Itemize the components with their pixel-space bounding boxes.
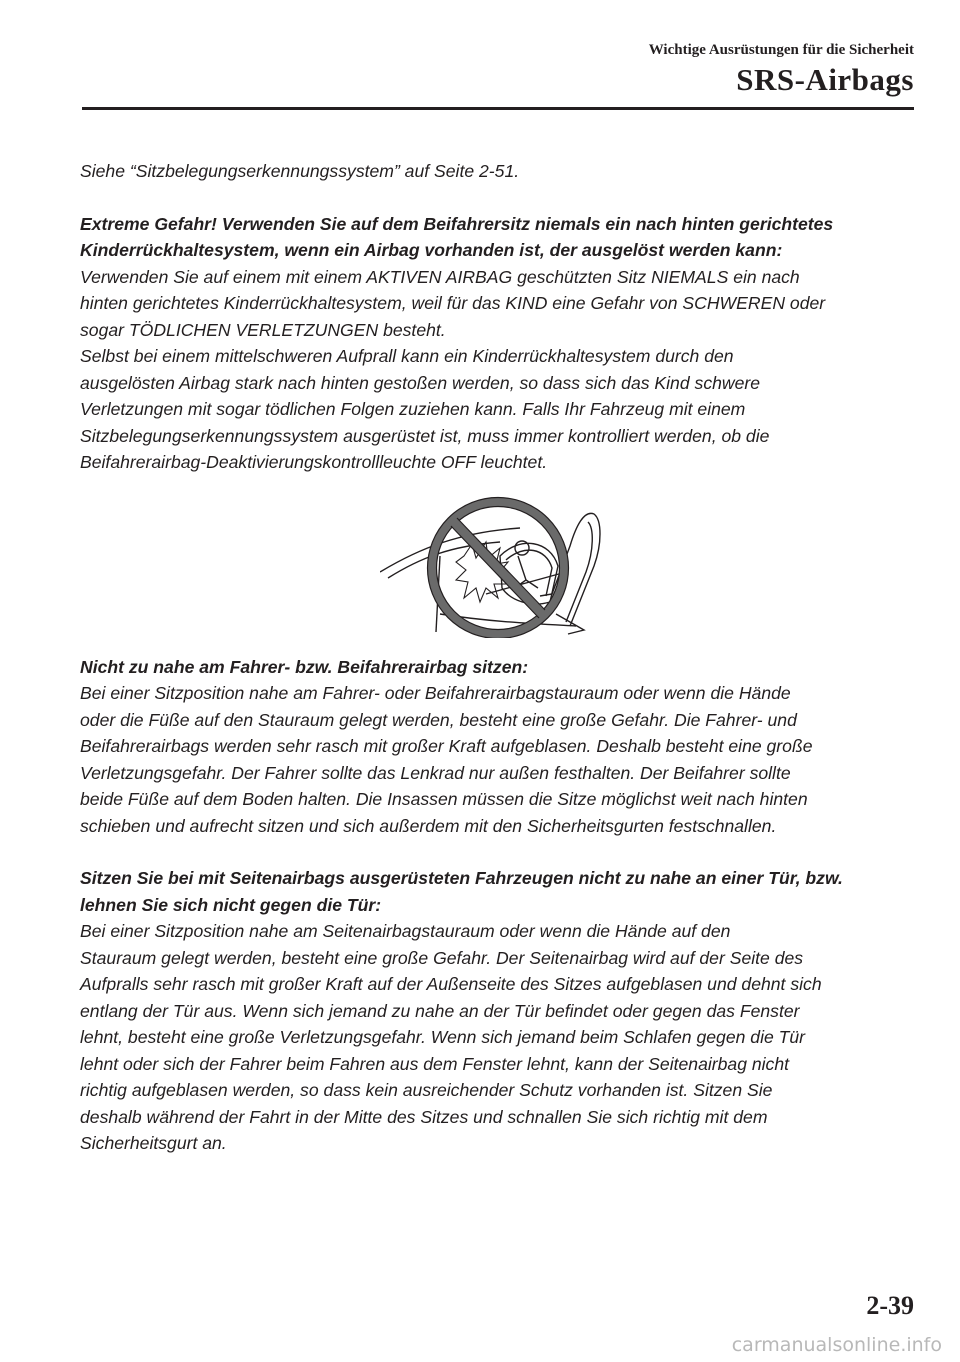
page-content [80,158,916,1157]
text-line: Beifahrerairbags werden sehr rasch mit großer Kraft aufgeblasen. Deshalb besteht eine große [80,736,813,756]
intro-reference: Siehe “Sitzbelegungserkennungssystem” auf Seite 2-51. [80,161,520,181]
text-line: Verletzungen mit sogar tödlichen Folgen zuziehen kann. Falls Ihr Fahrzeug mit einem [80,399,746,419]
text-line: Verletzungsgefahr. Der Fahrer sollte das Lenkrad nur außen festhalten. Der Beifahrer sollte [80,762,791,783]
text-line: Bei einer Sitzposition nahe am Seitenairbagstauraum oder wenn die Hände auf den [80,921,731,941]
seat-outline [566,522,592,622]
text-line: hinten gerichtetes Kinderrückhaltesystem, weil für das KIND eine Gefahr von SCHWEREN oder [80,293,826,313]
warning-heading: Nicht zu nahe am Fahrer- bzw. Beifahrerairbag sitzen: [80,656,529,677]
warning-sitting-too-close [80,654,916,840]
text-line: sogar TÖDLICHEN VERLETZUNGEN besteht. [80,319,446,340]
rear-facing-child-seat-prohibited-illustration [380,496,610,638]
text-line: Bei einer Sitzposition nahe am Fahrer- oder Beifahrerairbagstauraum oder wenn die Hände [80,683,791,703]
text-line: Sitzbelegungserkennungssystem ausgerüstet ist, muss immer kontrolliert werden, ob die [80,425,770,446]
warning-heading: Extreme Gefahr! Verwenden Sie auf dem Beifahrersitz niemals ein nach hinten gerichtetes [80,213,834,234]
text-line: beide Füße auf dem Boden halten. Die Insassen müssen die Sitze möglichst weit nach hinten [80,789,808,809]
text-line: Beifahrerairbag-Deaktivierungskontrollleuchte OFF leuchtet. [80,452,548,472]
text-line: lehnt, besteht eine große Verletzungsgefahr. Wenn sich jemand beim Schlafen gegen die Tür [80,1027,806,1047]
seat-rail [556,614,584,634]
warning-heading: lehnen Sie sich nicht gegen die Tür: [80,894,382,915]
text-line: richtig aufgeblasen werden, so dass kein ausreichender Schutz vorhanden ist. Sitzen Sie [80,1080,773,1100]
text-line: deshalb während der Fahrt in der Mitte des Sitzes und schnallen Sie sich richtig mit dem [80,1106,768,1127]
text-line: schieben und aufrecht sitzen und sich außerdem mit den Sicherheitsgurten festschnallen. [80,815,777,836]
text-line: lehnt oder sich der Fahrer beim Fahren aus dem Fenster lehnt, kann der Seitenairbag nicht [80,1053,790,1074]
text-line: entlang der Tür aus. Wenn sich jemand zu nahe an der Tür befindet oder gegen das Fenster [80,1000,800,1021]
warning-heading: Sitzen Sie bei mit Seitenairbags ausgerüsteten Fahrzeugen nicht zu nahe an einer Tür, bzw. [80,868,843,888]
text-line: Stauraum gelegt werden, besteht eine große Gefahr. Der Seitenairbag wird auf der Seite des [80,947,804,968]
page-number: 2-39 [866,1291,914,1320]
section-subtitle: Wichtige Ausrüstungen für die Sicherheit [648,42,914,58]
text-line: Verwenden Sie auf einem mit einem AKTIVEN AIRBAG geschützten Sitz NIEMALS ein nach [80,266,800,287]
text-line: oder die Füße auf den Stauraum gelegt werden, besteht eine große Gefahr. Die Fahrer- und [80,709,797,730]
header-divider [82,107,914,110]
text-line: Sicherheitsgurt an. [80,1133,227,1153]
watermark: carmanualsonline.info [731,1334,942,1356]
child-head [515,541,529,555]
warning-heading: Kinderrückhaltesystem, wenn ein Airbag vorhanden ist, der ausgelöst werden kann: [80,240,783,260]
prohibition-slash [454,522,542,614]
page-title: SRS-Airbags [736,62,914,97]
text-line: Selbst bei einem mittelschweren Aufprall kann ein Kinderrückhaltesystem durch den [80,346,734,366]
text-line: ausgelösten Airbag stark nach hinten gestoßen werden, so dass sich das Kind schwere [80,372,761,393]
warning-rear-facing-child-seat [80,211,916,476]
text-line: Aufpralls sehr rasch mit großer Kraft auf der Außenseite des Sitzes aufgeblasen und dehnt sich [80,974,822,994]
warning-side-airbag-door [80,865,916,1157]
